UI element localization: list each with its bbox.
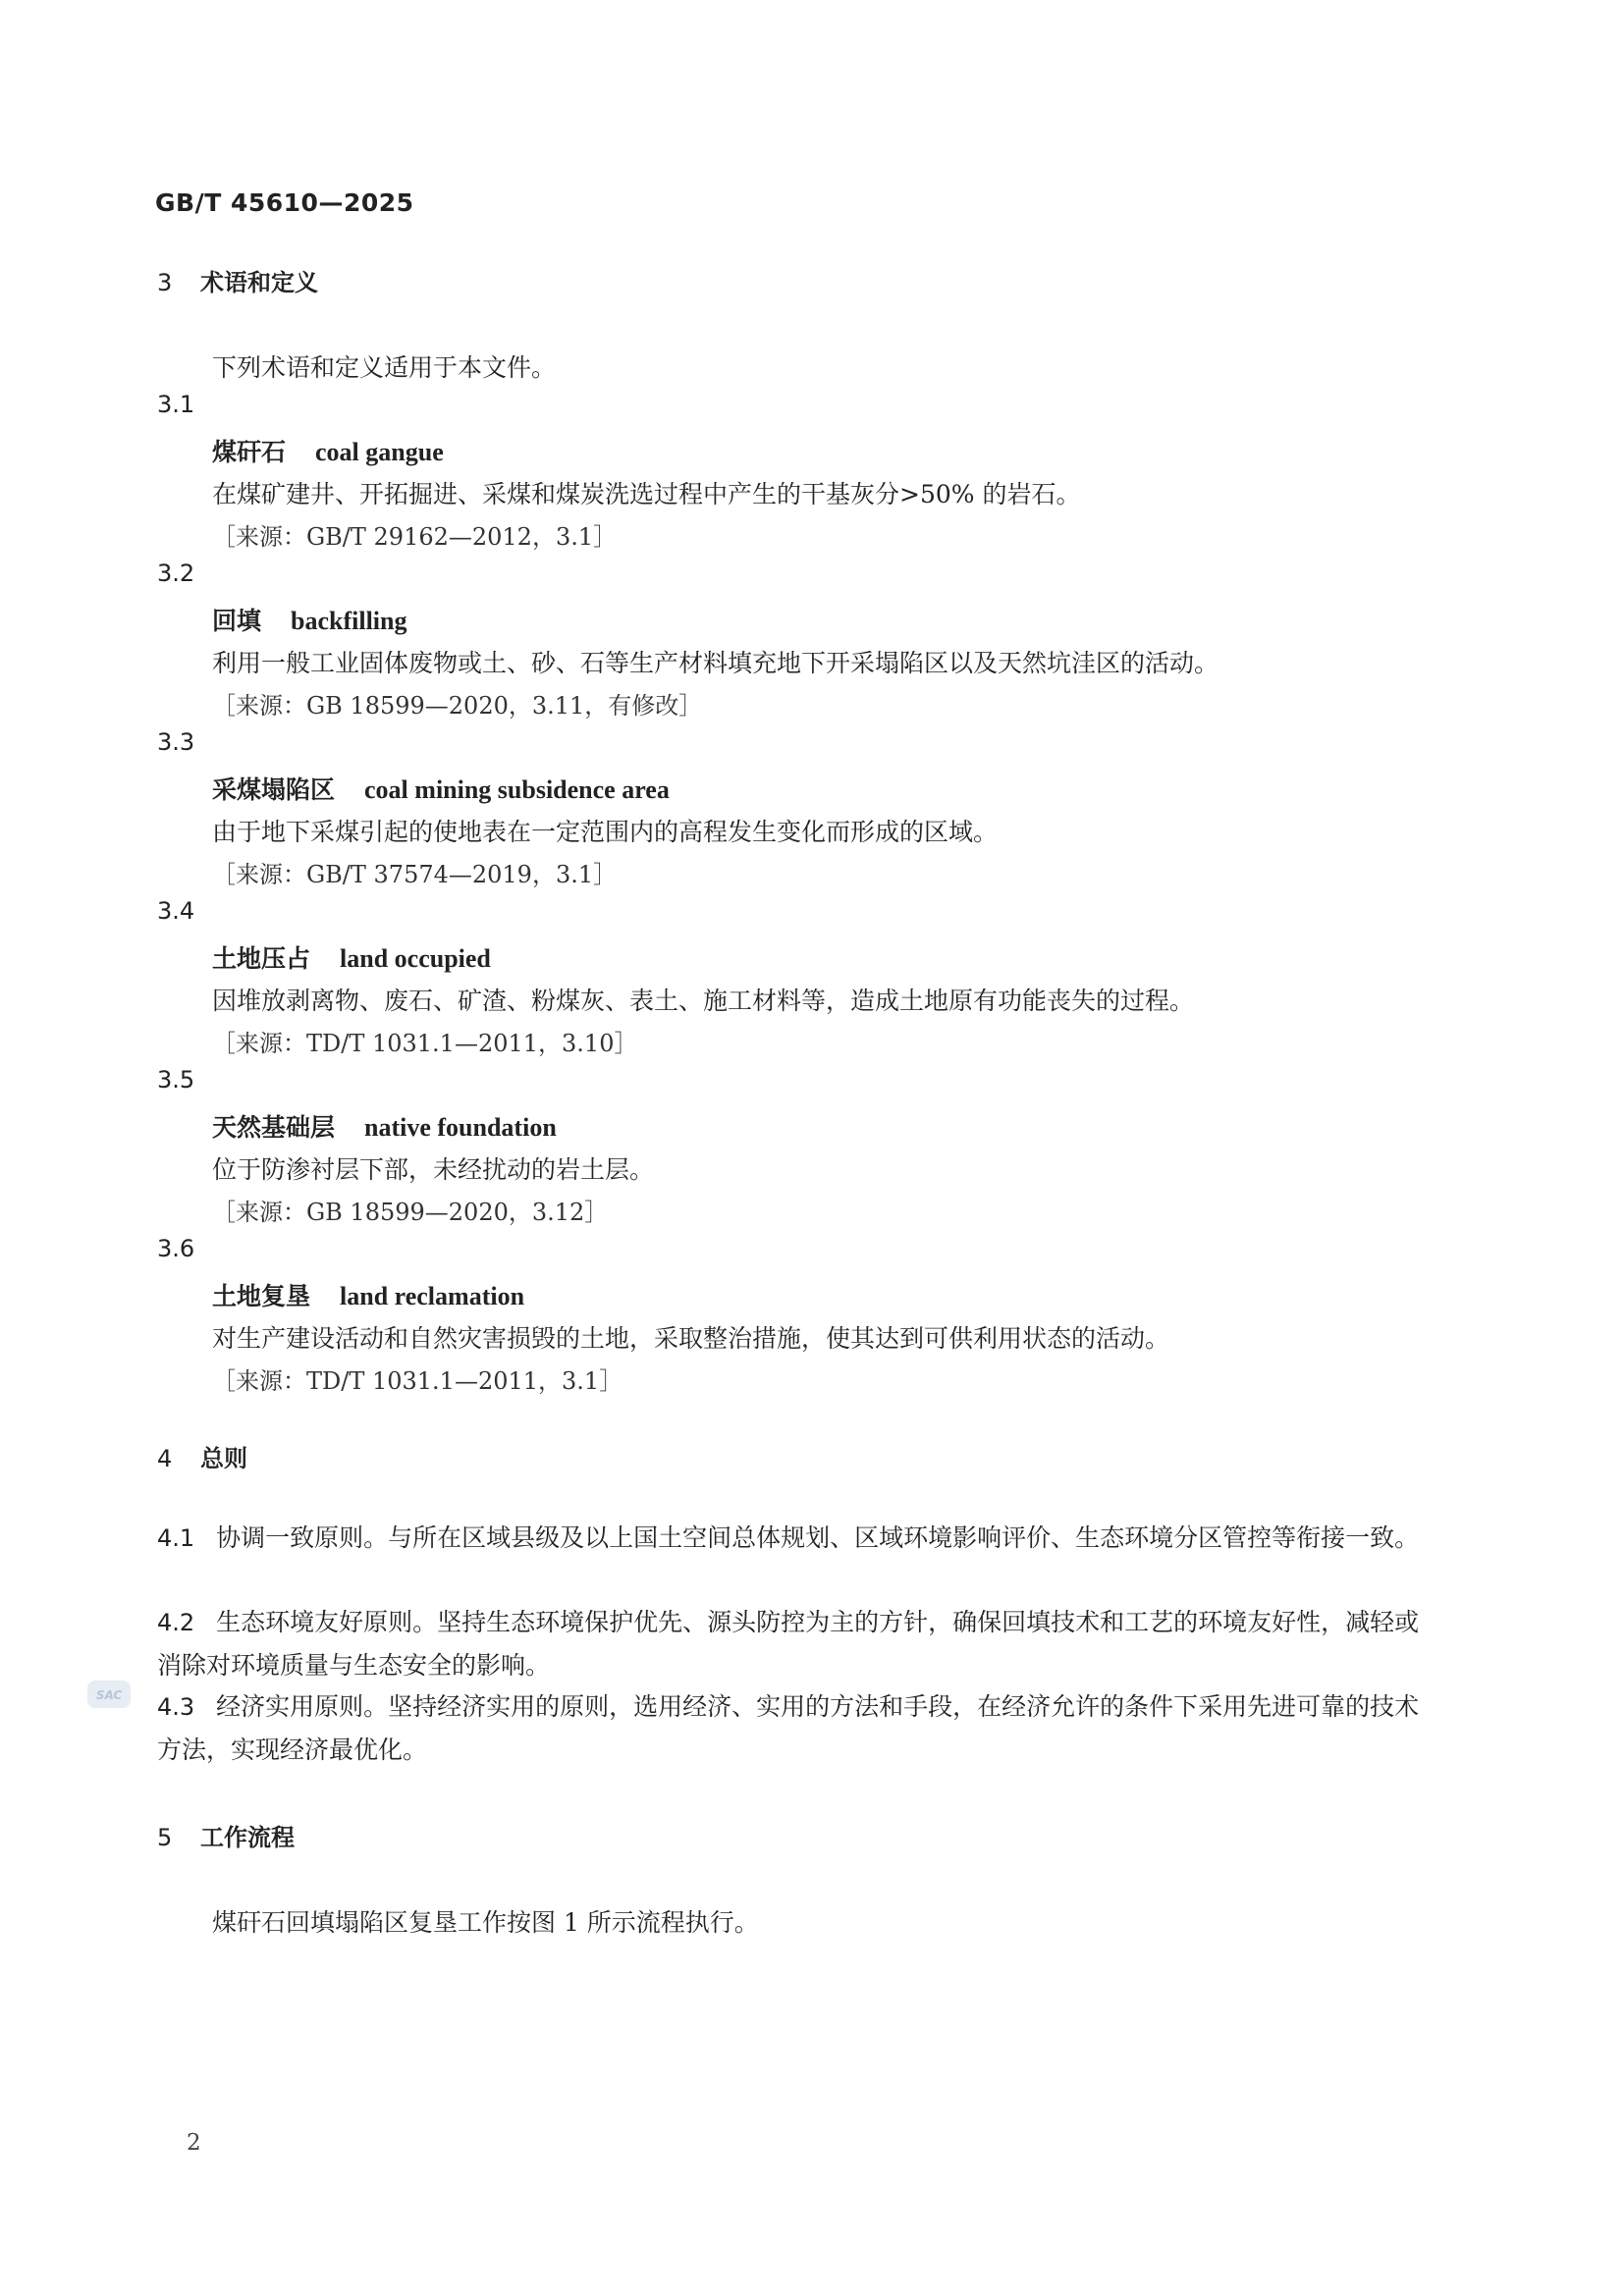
- clause-text: 生态环境友好原则。坚持生态环境保护优先、源头防控为主的方针，确保回填技术和工艺的环境友好性，减轻或消除对环境质量与生态安全的影响。: [157, 1608, 1420, 1680]
- term-number: 3.1: [157, 391, 195, 418]
- term-number: 3.6: [157, 1235, 195, 1262]
- principle-clause: [157, 1685, 1434, 1771]
- term-definition: 位于防渗衬层下部，未经扰动的岩土层。: [212, 1155, 655, 1184]
- term-definition: 利用一般工业固体废物或土、砂、石等生产材料填充地下开采塌陷区以及天然坑洼区的活动。: [212, 649, 1219, 677]
- term-name: [212, 939, 491, 975]
- term-name: [212, 433, 444, 468]
- clause-text: 协调一致原则。与所在区域县级及以上国土空间总体规划、区域环境影响评价、生态环境分区管控等衔接一致。: [216, 1523, 1420, 1552]
- term-zh: 回填: [212, 607, 262, 635]
- term-en: backfilling: [291, 607, 407, 635]
- section-5-body: 煤矸石回填塌陷区复垦工作按图 1 所示流程执行。: [212, 1908, 759, 1937]
- term-en: land occupied: [340, 944, 491, 973]
- term-zh: 采煤塌陷区: [212, 775, 336, 804]
- term-number: 3.2: [157, 560, 195, 587]
- term-en: coal gangue: [315, 438, 444, 466]
- term-en: native foundation: [364, 1113, 557, 1142]
- term-zh: 土地压占: [212, 944, 311, 973]
- clause-number: 4.3: [157, 1693, 195, 1721]
- term-name: [212, 771, 670, 806]
- term-zh: 煤矸石: [212, 438, 287, 466]
- section-title: 术语和定义: [200, 269, 318, 296]
- section-title: 总则: [200, 1445, 247, 1472]
- term-source: ［来源：GB 18599—2020，3.11，有修改］: [212, 692, 703, 720]
- section-4-heading: [157, 1439, 247, 1473]
- term-source: ［来源：TD/T 1031.1—2011，3.10］: [212, 1030, 638, 1057]
- term-definition: 对生产建设活动和自然灾害损毁的土地，采取整治措施，使其达到可供利用状态的活动。: [212, 1324, 1170, 1353]
- sac-watermark-logo: [86, 1677, 132, 1712]
- clause-number: 4.1: [157, 1524, 195, 1552]
- term-source: ［来源：GB/T 29162—2012，3.1］: [212, 523, 618, 551]
- section-3-heading: [157, 263, 318, 297]
- term-name: [212, 602, 407, 637]
- term-definition: 在煤矿建井、开拓掘进、采煤和煤炭洗选过程中产生的干基灰分>50% 的岩石。: [212, 480, 1081, 508]
- term-definition: 因堆放剥离物、废石、矿渣、粉煤灰、表土、施工材料等，造成土地原有功能丧失的过程。: [212, 987, 1195, 1015]
- clause-text: 经济实用原则。坚持经济实用的原则，选用经济、实用的方法和手段，在经济允许的条件下采用先进可靠的技术方法，实现经济最优化。: [157, 1692, 1420, 1764]
- term-en: coal mining subsidence area: [364, 775, 670, 804]
- clause-number: 4.2: [157, 1609, 195, 1636]
- term-number: 3.3: [157, 728, 195, 756]
- term-number: 3.5: [157, 1066, 195, 1094]
- term-name: [212, 1108, 557, 1144]
- principle-clause: [157, 1601, 1434, 1686]
- term-number: 3.4: [157, 897, 195, 925]
- principle-clause: [157, 1517, 1434, 1560]
- section-5-heading: [157, 1818, 295, 1852]
- term-zh: 土地复垦: [212, 1282, 311, 1310]
- section-number: 5: [157, 1824, 173, 1851]
- section-number: 3: [157, 269, 173, 296]
- term-source: ［来源：TD/T 1031.1—2011，3.1］: [212, 1367, 623, 1395]
- standard-code: GB/T 45610—2025: [155, 188, 414, 217]
- term-en: land reclamation: [340, 1282, 525, 1310]
- term-definition: 由于地下采煤引起的使地表在一定范围内的高程发生变化而形成的区域。: [212, 818, 999, 846]
- section-number: 4: [157, 1445, 173, 1472]
- page-number: 2: [187, 2130, 201, 2156]
- term-source: ［来源：GB 18599—2020，3.12］: [212, 1199, 609, 1226]
- watermark-text: SAC: [95, 1688, 123, 1702]
- section-3-intro: 下列术语和定义适用于本文件。: [212, 353, 557, 382]
- term-source: ［来源：GB/T 37574—2019，3.1］: [212, 861, 618, 888]
- section-title: 工作流程: [200, 1824, 295, 1851]
- term-zh: 天然基础层: [212, 1113, 336, 1142]
- term-name: [212, 1277, 524, 1312]
